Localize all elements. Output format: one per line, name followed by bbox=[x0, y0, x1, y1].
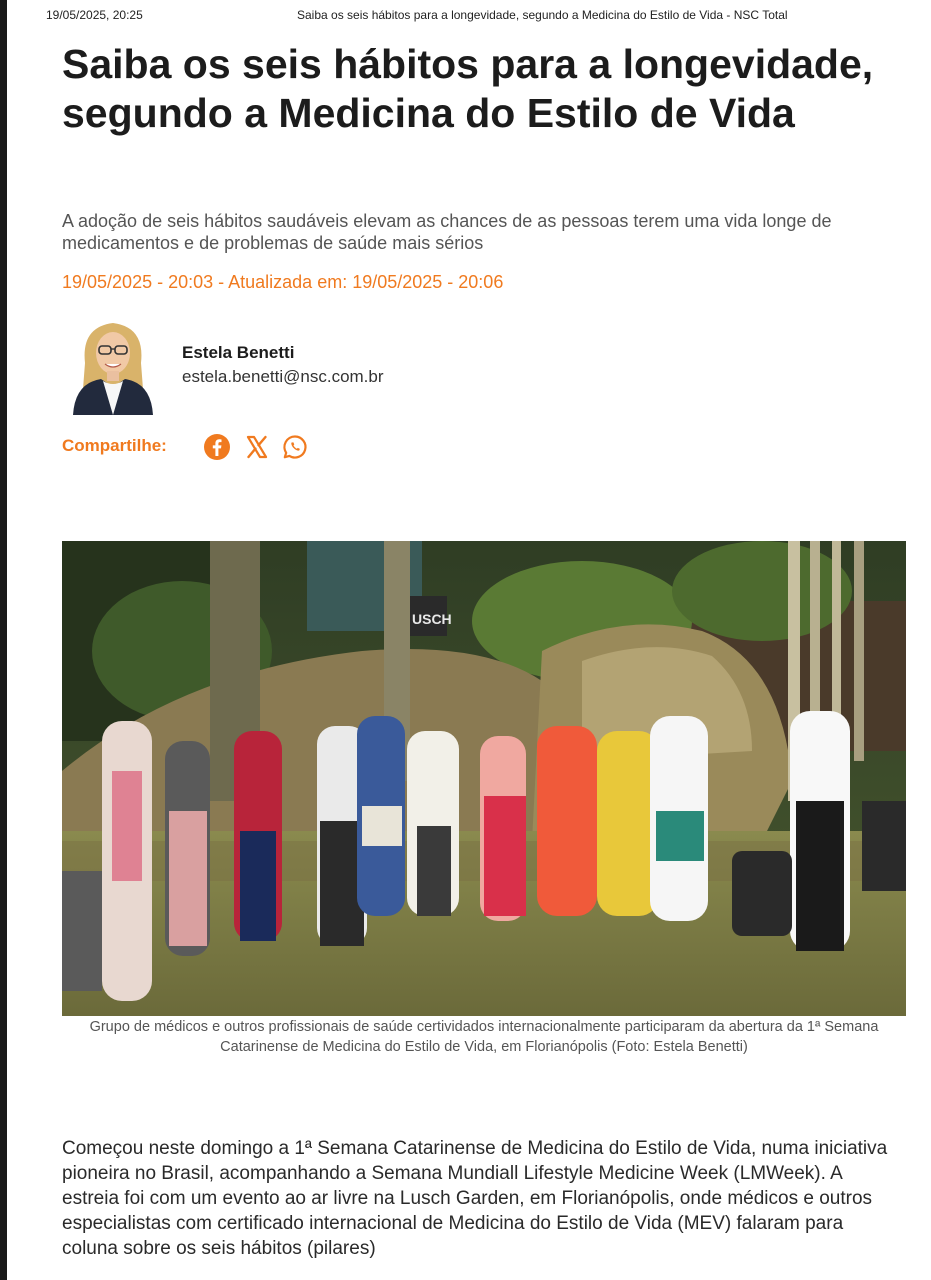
article-body-paragraph: Começou neste domingo a 1ª Semana Catarinense de Medicina do Estilo de Vida, numa iniciativa pioneira no Brasil, acompanhando a Semana Mundiall Lifestyle Medicine Week (LMWeek). A estreia foi com um evento ao ar livre na Lusch Garden, em Florianópolis, onde médicos e outros especialistas com certificado internacional de Medicina do Estilo de Vida (MEV) falaram para coluna sobre os seis hábitos (pilares) bbox=[62, 1138, 888, 1259]
photo-caption: Grupo de médicos e outros profissionais de saúde certividados internacionalmente participaram da abertura da 1ª Semana Catarinense de Medicina do Estilo de Vida, em Florianópolis (Foto: Estela Benetti) bbox=[89, 1019, 879, 1055]
print-date: 19/05/2025, 20:25 bbox=[46, 8, 143, 22]
x-icon[interactable] bbox=[243, 433, 271, 461]
lusch-sign-text: USCH bbox=[412, 611, 452, 627]
facebook-icon[interactable] bbox=[203, 433, 231, 461]
whatsapp-icon[interactable] bbox=[281, 433, 309, 461]
article-subtitle: A adoção de seis hábitos saudáveis elevam as chances de as pessoas terem uma vida longe de medicamentos e de problemas de saúde mais sérios bbox=[62, 211, 832, 253]
article-timestamp: 19/05/2025 - 20:03 - Atualizada em: 19/05/2025 - 20:06 bbox=[62, 272, 504, 292]
left-edge-bar bbox=[0, 0, 7, 1280]
author-email[interactable]: estela.benetti@nsc.com.br bbox=[182, 367, 384, 386]
article-title: Saiba os seis hábitos para a longevidade, segundo a Medicina do Estilo de Vida bbox=[62, 41, 874, 136]
author-avatar bbox=[71, 317, 155, 415]
print-page-title: Saiba os seis hábitos para a longevidade, segundo a Medicina do Estilo de Vida - NSC Total bbox=[297, 8, 788, 22]
article-photo bbox=[62, 541, 906, 1016]
share-label: Compartilhe: bbox=[62, 436, 167, 455]
author-name[interactable]: Estela Benetti bbox=[182, 343, 295, 362]
print-header bbox=[46, 8, 831, 24]
